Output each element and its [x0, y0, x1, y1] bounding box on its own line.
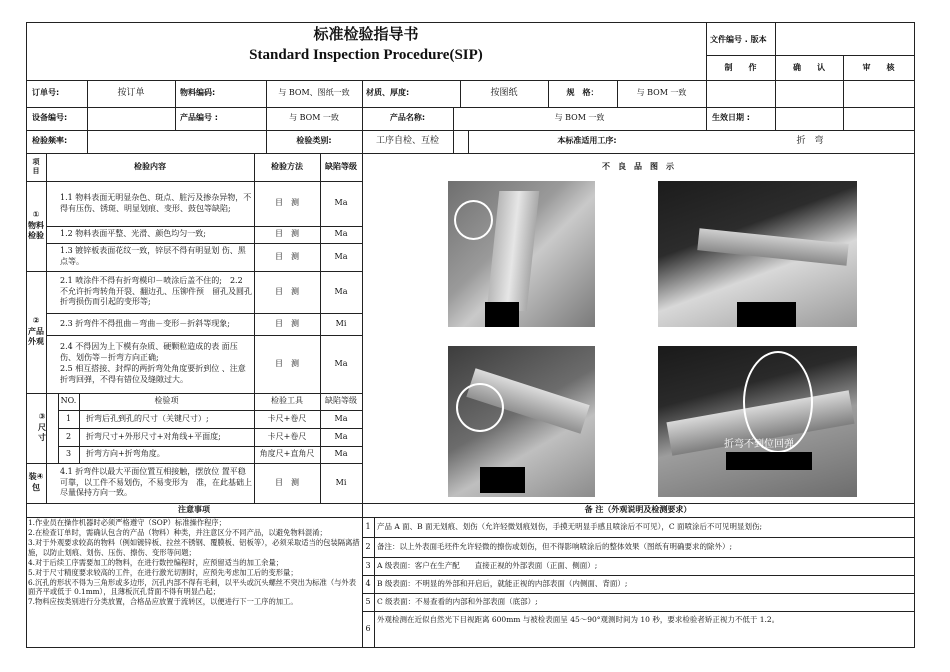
remark-6-text: 外观检测在近似自然光下目视距离 600mm 与被检表面呈 45～90°观测时间为 10 秒，要求检验者矫正视力不低于 1.2。: [377, 615, 780, 624]
item-1-2-level: Ma: [334, 229, 348, 239]
doc-title-en: Standard Inspection Procedure(SIP): [249, 46, 483, 63]
defect-photo-caption: 折弯不到位回弹: [724, 439, 794, 450]
defect-photo-4: [658, 346, 857, 497]
item-2-1-method: 目 测: [275, 286, 299, 296]
remark-2-text: 备注：以上外表面毛坯件允许轻微的擦伤或划伤，但不得影响喷涂后的整体效果（图纸有明确要求的除外）;: [377, 541, 733, 551]
material-thickness-value: 按图纸: [490, 88, 518, 99]
packing-text: 4.1 折弯件以最大平面位置互相接触，摆放位 置平稳可靠，以工件不易划伤，不易变形为 准，在此基础上尽量保持方向一致。: [60, 466, 252, 498]
item-1-2-text: 1.2 物料表面平整、光滑、颜色均匀一致;: [60, 229, 206, 239]
process-value: 折 弯: [796, 136, 824, 147]
material-thickness-label: 材质、厚度:: [366, 88, 410, 98]
defect-marker-circle: [454, 200, 493, 240]
remark-3-no: 3: [365, 560, 371, 570]
defect-photo-1: [448, 181, 595, 327]
section-appearance: ② 产品 外观: [28, 315, 44, 347]
item-2-3-text: 2.3 折弯件不得扭曲－弯曲－变形－折斜等现象;: [60, 318, 230, 328]
product-name-value: 与 BOM 一致: [554, 113, 605, 123]
item-2-4-text: 2.4 不得因为上下模有杂质、硬颗粒造成的表 面压伤、划伤等－折弯方向正确; 2.5 相互搭接、封焊的两折弯处角度要折到位 、注意折弯回弹，不得有错位及缝隙过大。: [60, 342, 246, 384]
item-2-3-method: 目 测: [275, 318, 299, 328]
product-name-label: 产品名称:: [389, 113, 426, 123]
category-label: 检验类别:: [296, 136, 332, 146]
material-code-label: 物料编码:: [180, 88, 216, 98]
order-no-label: 订单号:: [32, 88, 60, 98]
review-label: 审 核: [862, 62, 895, 72]
remark-2-no: 2: [365, 541, 371, 551]
item-2-3-level: Mi: [335, 318, 347, 328]
section-material-inspection: ① 物料 检验: [28, 209, 44, 241]
confirm-label: 确 认: [793, 62, 825, 72]
item-2-4-level: Ma: [334, 358, 348, 368]
defect-images-header: 不 良 品 图 示: [602, 161, 674, 171]
spec-value: 与 BOM 一致: [636, 88, 687, 98]
process-label: 本标准适用工序:: [557, 136, 617, 146]
dim-level-header: 缺陷等级: [325, 396, 357, 406]
method-header: 检验方法: [271, 161, 303, 171]
item-1-1-level: Ma: [334, 198, 348, 208]
item-2-1-text: 2.1 喷涂件不得有折弯模印－喷涂后盖不住的; 2.2 不允许折弯转角开裂、翻边孔、压铆件预 留孔及圆孔折弯损伤而引起的变形等;: [60, 275, 252, 307]
frequency-label: 检验频率:: [32, 136, 68, 146]
order-no-value: 按订单: [117, 88, 145, 99]
remark-4-text: B 级表面：不明显的外部和开启后，就能正视的内部表面（内侧面、背面）;: [377, 578, 628, 588]
defect-photo-2: [658, 181, 857, 327]
section-dimension: ③ 尺 寸: [38, 411, 46, 443]
dim-no-header: NO.: [60, 396, 77, 406]
dim-row-2-tool: 卡尺+卷尺: [267, 431, 307, 441]
packing-level: Mi: [335, 477, 347, 487]
dim-row-1-item: 折弯后孔到孔的尺寸（关键尺寸）;: [86, 413, 209, 423]
remark-1-no: 1: [365, 521, 371, 531]
item-1-3-text: 1.3 镀锌板表面花纹一致，锌层不得有明显划 伤、黑点等。: [60, 246, 246, 266]
remark-6-no: 6: [365, 623, 371, 633]
product-no-value: 与 BOM 一致: [289, 113, 339, 123]
remark-4-no: 4: [365, 578, 371, 588]
remark-5-no: 5: [365, 596, 371, 606]
make-label: 制 作: [724, 62, 757, 72]
item-1-3-method: 目 测: [275, 251, 299, 261]
dim-row-3-item: 折弯方向+折弯角度。: [86, 449, 165, 459]
doc-title-cn: 标准检验指导书: [313, 24, 419, 43]
dim-row-2-no: 2: [65, 431, 72, 441]
item-header: 项 目: [32, 157, 47, 175]
remarks-title: 备 注（外观说明及检测要求）: [584, 504, 692, 514]
item-2-4-method: 目 测: [275, 358, 299, 368]
equipment-no-label: 设备编号:: [32, 113, 68, 123]
dim-row-3-no: 3: [65, 449, 72, 459]
content-header: 检验内容: [134, 161, 166, 171]
dim-item-header: 检验项: [154, 396, 179, 406]
redaction-block: [485, 302, 519, 327]
dim-row-1-tool: 卡尺+卷尺: [267, 413, 307, 423]
item-1-1-text: 1.1 物料表面无明显杂色、斑点、脏污及掺杂异物，不得有压伤、锈斑、明显划痕、变形、鼓包等缺陷;: [60, 193, 252, 213]
packing-method: 目 测: [275, 477, 299, 487]
dim-row-2-item: 折弯尺寸+外形尺寸+对角线+平面度;: [86, 431, 221, 441]
remark-3-text: A 级表面：客户在生产配 直接正视的外部表面（正面、侧面）;: [377, 560, 598, 570]
doc-number-label: 文件编号 . 版本: [710, 34, 767, 44]
spec-label: 规 格：: [566, 88, 599, 98]
defect-level-header: 缺陷等级: [325, 161, 357, 171]
section-packing: 装④ 包: [28, 472, 44, 492]
dim-tool-header: 检验工具: [271, 396, 303, 406]
redaction-block: [737, 302, 796, 327]
item-2-1-level: Ma: [334, 286, 348, 296]
redaction-block: [726, 452, 812, 470]
defect-photo-3: [448, 346, 595, 497]
product-no-label: 产品编号 :: [180, 113, 218, 123]
dim-row-1-no: 1: [65, 413, 72, 423]
remark-1-text: 产品 A 面、B 面无划痕、划伤（允许轻微划痕划伤，手摸无明显手感且喷涂后不可见），C 面喷涂后不可见明显划伤;: [377, 521, 762, 531]
effective-date-label: 生效日期 :: [712, 113, 750, 123]
item-1-2-method: 目 测: [275, 229, 299, 239]
dim-row-2-level: Ma: [334, 431, 348, 441]
category-value: 工序自检、互检: [375, 136, 439, 147]
redaction-block: [480, 467, 525, 493]
dim-row-1-level: Ma: [334, 413, 348, 423]
dim-row-3-tool: 角度尺+直角尺: [259, 449, 315, 459]
dim-row-3-level: Ma: [334, 449, 348, 459]
item-1-1-method: 目 测: [275, 198, 299, 208]
material-code-value: 与 BOM、图纸一致: [278, 88, 350, 98]
notes-text: 1.作业员在操作机器时必须严格遵守（SOP）标准操作程序； 2.在检查订单时，需确认包含的产品（物料）种类，并注意区分不同产品，以避免物料混淆； 3.对于外观要求较高的物料（例如镀锌板、拉丝不锈钢、覆膜板、铝板等），必须采取适当的包装隔离措施，以防止划痕、划伤、压伤、擦伤、变形等问题； 4.对于后续工序需要加工的物料，在进行数控编程时，应预留适当的加工余量； 5.对于尺寸精度要求较高的工件，在进行激光切割时，应预先考虑加工后的变形量； 6.沉孔的形状不得为三角形或多边形，沉孔内部不得有毛刺，以平头或沉头螺丝不突出为标准（与外表面齐平或低于 0.1mm），且薄板沉孔背面不得有明显凸起； 7.物料应按类别进行分类放置，合格品应放置于流转区，以便进行下一工序的加工。: [28, 518, 360, 607]
defect-marker-circle: [456, 383, 504, 432]
item-1-3-level: Ma: [334, 251, 348, 261]
notes-title: 注意事项: [178, 504, 210, 514]
remark-5-text: C 级表面：不易查看的内部和外部表面（底部）;: [377, 596, 538, 606]
